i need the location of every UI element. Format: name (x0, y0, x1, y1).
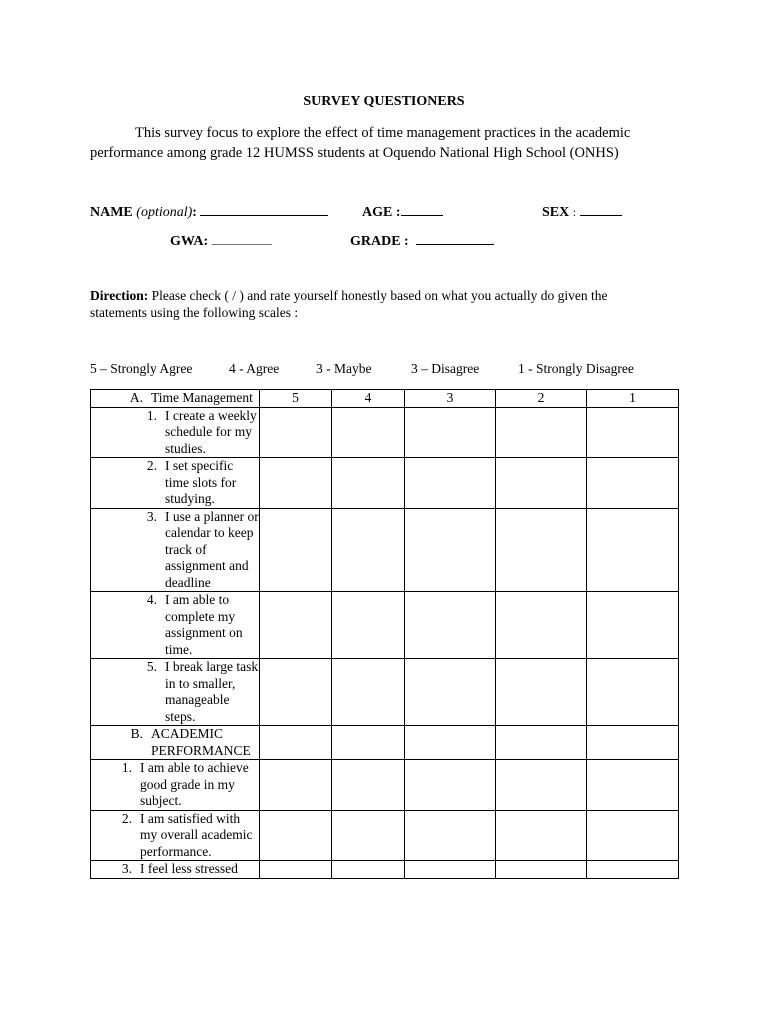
gwa-blank[interactable] (212, 232, 272, 245)
rating-cell-1[interactable] (587, 592, 679, 659)
rating-cell-4[interactable] (332, 659, 405, 726)
question-text: I am able to complete my assignment on time. (165, 592, 243, 657)
name-blank[interactable] (200, 203, 328, 216)
rating-cell-4[interactable] (332, 760, 405, 811)
rating-cell-4[interactable] (332, 458, 405, 509)
rating-cell-3[interactable] (405, 861, 496, 879)
question-cell (91, 861, 260, 879)
rating-cell-2[interactable] (496, 760, 587, 811)
age-field (362, 203, 443, 221)
scale-strongly-disagree: 1 - Strongly Disagree (518, 361, 634, 376)
rating-cell-5[interactable] (260, 760, 332, 811)
question-cell (91, 407, 260, 458)
rating-cell-4[interactable] (332, 810, 405, 861)
rating-cell-1[interactable] (587, 659, 679, 726)
survey-table (90, 389, 679, 879)
table-row (91, 861, 679, 879)
sex-colon: : (572, 205, 577, 219)
rating-cell-1[interactable] (587, 861, 679, 879)
direction-label: Direction: (90, 288, 149, 303)
question-text: I use a planner or calendar to keep track of assignment and deadline (165, 508, 259, 590)
table-row (91, 458, 679, 509)
section-b-row (91, 726, 679, 760)
rating-cell-5[interactable] (260, 508, 332, 592)
question-number: 1. (121, 760, 132, 775)
question-number: 3. (121, 861, 132, 876)
rating-cell-3[interactable] (405, 760, 496, 811)
rating-cell-5[interactable] (260, 659, 332, 726)
rating-cell-2[interactable] (496, 458, 587, 509)
section-a-header (91, 390, 260, 408)
intro-text: This survey focus to explore the effect of time management practices in the academic performance among grade 12 HUMSS students at Oquendo National High School (ONHS) (90, 125, 631, 161)
header-1: 1 (587, 390, 679, 408)
scale-strongly-agree: 5 – Strongly Agree (90, 361, 193, 376)
scale-agree: 4 - Agree (229, 361, 280, 376)
question-cell (91, 508, 260, 592)
header-2: 2 (496, 390, 587, 408)
gwa-label: GWA: (170, 234, 209, 249)
header-3: 3 (405, 390, 496, 408)
rating-cell-2[interactable] (496, 508, 587, 592)
question-text: I feel less stressed (140, 861, 238, 876)
section-b-label: ACADEMIC PERFORMANCE (151, 726, 251, 758)
sex-label: SEX (542, 205, 570, 220)
rating-cell-3[interactable] (405, 458, 496, 509)
section-b-letter: B. (130, 726, 143, 741)
question-cell (91, 659, 260, 726)
rating-cell-4[interactable] (332, 861, 405, 879)
grade-blank[interactable] (416, 232, 494, 245)
rating-cell-4[interactable] (332, 407, 405, 458)
rating-cell-1[interactable] (587, 810, 679, 861)
name-field (90, 203, 328, 221)
gwa-field (170, 232, 272, 250)
name-optional: (optional) (136, 205, 193, 220)
question-number: 4. (146, 592, 157, 607)
rating-cell-1[interactable] (587, 407, 679, 458)
name-colon: : (192, 205, 197, 220)
rating-cell-2[interactable] (496, 407, 587, 458)
table-row (91, 508, 679, 592)
question-text: I create a weekly schedule for my studies. (165, 407, 257, 456)
rating-cell-1[interactable] (587, 508, 679, 592)
section-a-letter: A. (129, 390, 143, 405)
question-text: I set specific time slots for studying. (165, 458, 237, 506)
rating-cell-3[interactable] (405, 407, 496, 458)
direction-paragraph (90, 287, 650, 321)
rating-cell-1[interactable] (587, 760, 679, 811)
rating-cell-4[interactable] (332, 508, 405, 592)
table-row (91, 659, 679, 726)
page-title: SURVEY QUESTIONERS (303, 94, 465, 109)
intro-paragraph (90, 123, 690, 163)
question-number: 2. (121, 810, 132, 826)
age-blank[interactable] (401, 203, 443, 216)
rating-cell-2[interactable] (496, 810, 587, 861)
rating-cell-3[interactable] (405, 508, 496, 592)
rating-cell-2[interactable] (496, 592, 587, 659)
question-cell (91, 760, 260, 811)
scale-maybe: 3 - Maybe (316, 361, 372, 376)
rating-cell-2[interactable] (496, 659, 587, 726)
table-row (91, 760, 679, 811)
rating-cell-1[interactable] (587, 458, 679, 509)
sex-blank[interactable] (580, 203, 622, 216)
question-number: 5. (146, 659, 157, 674)
rating-cell-3[interactable] (405, 659, 496, 726)
scale-disagree: 3 – Disagree (411, 361, 480, 376)
section-b-header (91, 726, 260, 760)
question-number: 1. (146, 407, 157, 423)
section-a-label: Time Management (151, 390, 253, 405)
grade-field (350, 232, 494, 250)
table-row (91, 407, 679, 458)
grade-label: GRADE : (350, 234, 409, 249)
rating-cell-2[interactable] (496, 861, 587, 879)
question-number: 2. (146, 458, 157, 473)
question-number: 3. (146, 508, 157, 524)
direction-text: Please check ( / ) and rate yourself honestly based on what you actually do given the statements using the following scales : (90, 288, 608, 320)
question-cell (91, 592, 260, 659)
rating-cell-3[interactable] (405, 592, 496, 659)
question-text: I am able to achieve good grade in my subject. (140, 760, 249, 808)
table-row (91, 810, 679, 861)
rating-cell-4[interactable] (332, 592, 405, 659)
table-header-row (91, 390, 679, 408)
question-cell (91, 810, 260, 861)
rating-cell-5[interactable] (260, 861, 332, 879)
header-5: 5 (260, 390, 332, 408)
question-cell (91, 458, 260, 509)
table-row (91, 592, 679, 659)
sex-field (542, 203, 622, 221)
question-text: I break large task in to smaller, manageable steps. (165, 659, 259, 724)
rating-cell-5[interactable] (260, 810, 332, 861)
header-4: 4 (332, 390, 405, 408)
rating-cell-5[interactable] (260, 592, 332, 659)
question-text: I am satisfied with my overall academic performance. (140, 810, 253, 859)
rating-cell-3[interactable] (405, 810, 496, 861)
age-label: AGE : (362, 205, 401, 220)
name-label: NAME (90, 205, 133, 220)
rating-cell-5[interactable] (260, 458, 332, 509)
rating-cell-5[interactable] (260, 407, 332, 458)
